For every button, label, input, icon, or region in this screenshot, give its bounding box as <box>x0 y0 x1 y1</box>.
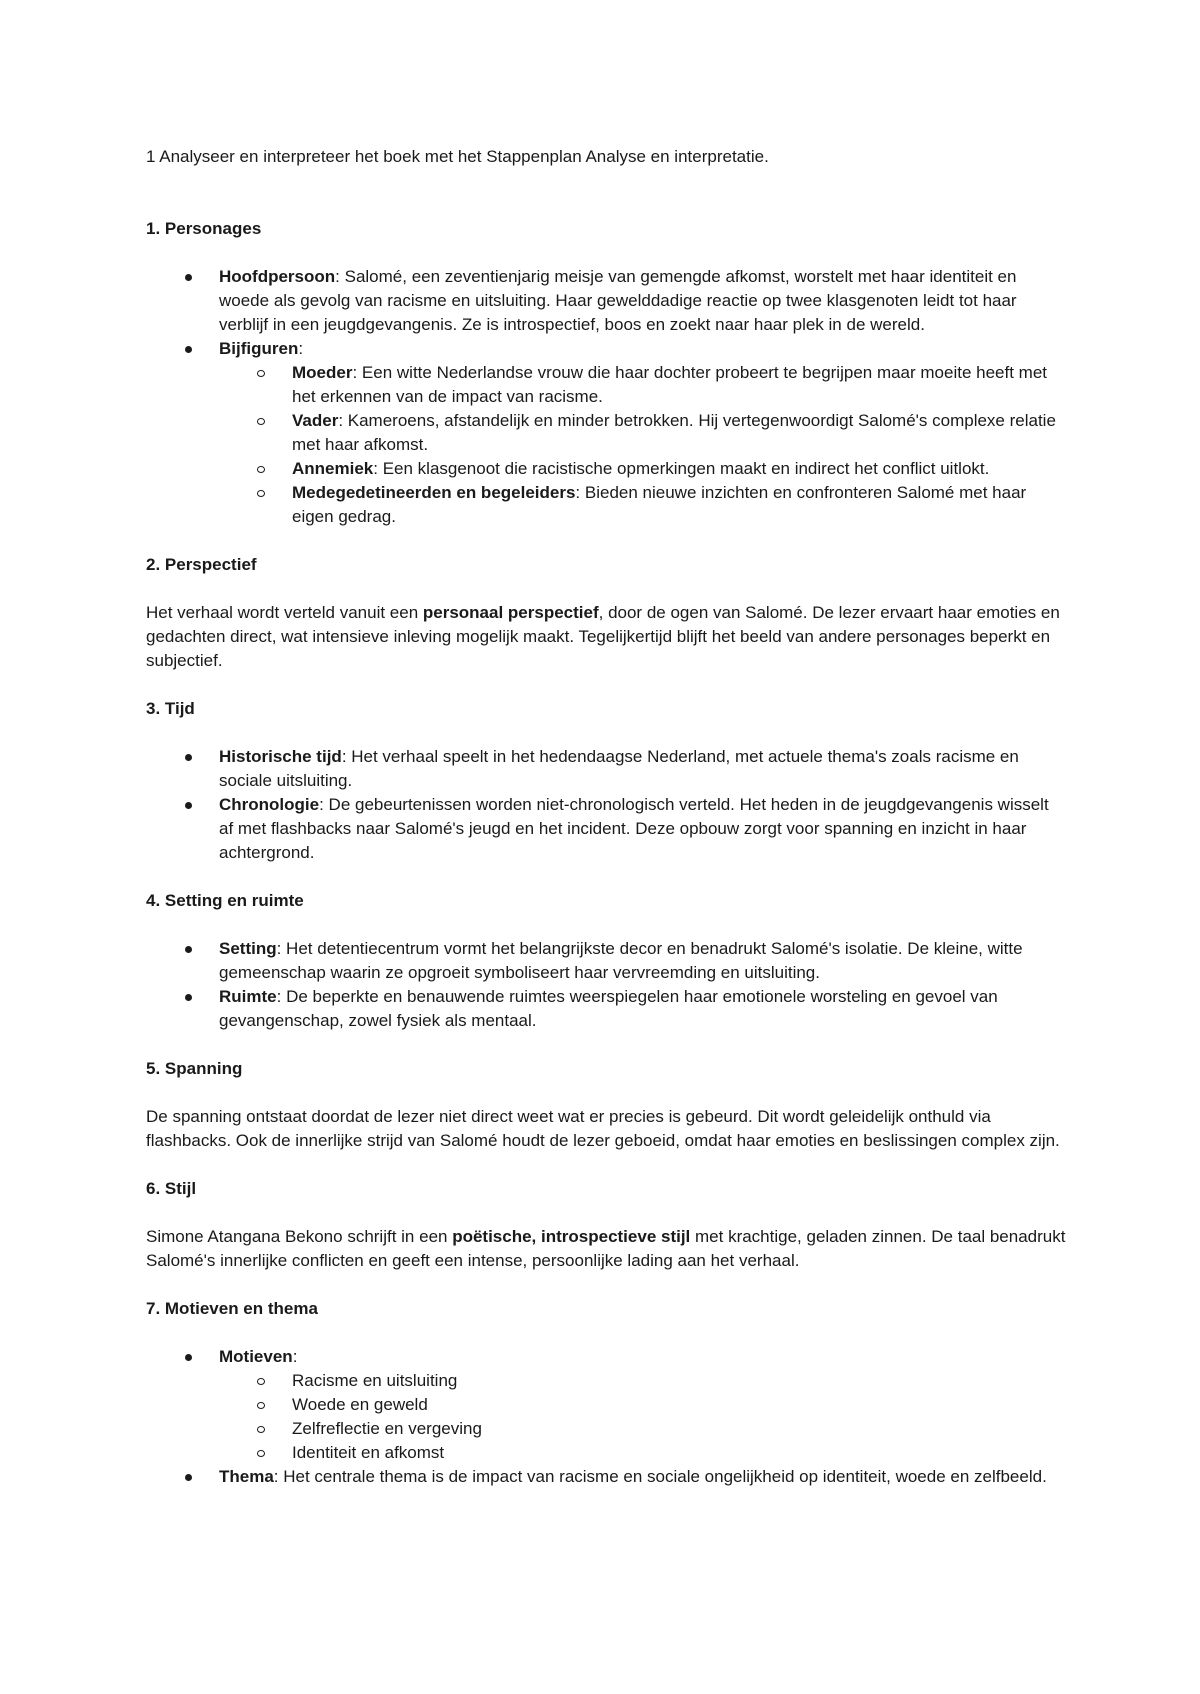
item-label: Bijfiguren <box>219 339 299 358</box>
list-item <box>146 1465 1066 1489</box>
item-text: : Kameroens, afstandelijk en minder betrokken. Hij vertegenwoordigt Salomé's complexe relatie met haar afkomst. <box>292 411 1056 454</box>
item-label: Historische tijd <box>219 747 342 766</box>
stijl-paragraph <box>146 1225 1066 1273</box>
perspectief-paragraph <box>146 601 1066 673</box>
tijd-list <box>146 745 1066 865</box>
item-text: : <box>298 339 304 358</box>
item-label: Ruimte <box>219 987 277 1006</box>
sublist-item <box>219 481 1066 529</box>
paragraph-text: Het verhaal wordt verteld vanuit een <box>146 603 423 622</box>
item-label: Thema <box>219 1467 274 1486</box>
item-label: Moeder <box>292 363 353 382</box>
sublist-item <box>219 409 1066 457</box>
spanning-paragraph: De spanning ontstaat doordat de lezer niet direct weet wat er precies is gebeurd. Dit wordt geleidelijk onthuld via flashbacks. Ook de innerlijke strijd van Salomé houdt de lezer geboeid, omdat haar emoties en beslissingen complex zijn. <box>146 1107 1060 1150</box>
paragraph-text: Simone Atangana Bekono schrijft in een <box>146 1227 453 1246</box>
list-item <box>146 265 1066 337</box>
paragraph-bold: personaal perspectief <box>422 603 599 622</box>
item-text: : Het centrale thema is de impact van racisme en sociale ongelijkheid op identiteit, woede en zelfbeeld. <box>273 1467 1047 1486</box>
item-label: Hoofdpersoon <box>219 267 336 286</box>
section-heading-stijl: 6. Stijl <box>146 1179 197 1198</box>
list-item <box>146 745 1066 793</box>
section-heading-personages: 1. Personages <box>146 219 262 238</box>
sublist-item <box>219 457 1066 481</box>
paragraph-text: met krachtige, geladen zinnen. De taal benadrukt Salomé's innerlijke conflicten en geeft een intense, persoonlijke lading aan het verhaal. <box>146 1227 1066 1270</box>
list-item <box>146 793 1066 865</box>
motieven-list <box>146 1345 1066 1489</box>
item-text: : De gebeurtenissen worden niet-chronologisch verteld. Het heden in de jeugdgevangenis wisselt af met flashbacks naar Salomé's jeugd en het incident. Deze opbouw zorgt voor spanning en inzicht in haar achtergrond. <box>219 795 1049 862</box>
item-label: Annemiek <box>292 459 374 478</box>
list-item <box>146 937 1066 985</box>
paragraph-text: , door de ogen van Salomé. De lezer ervaart haar emoties en gedachten direct, wat intensieve inleving mogelijk maakt. Tegelijkertijd blijft het beeld van andere personages beperkt en subjectief. <box>146 603 1060 670</box>
item-text: : Het verhaal speelt in het hedendaagse Nederland, met actuele thema's zoals racisme en sociale uitsluiting. <box>219 747 1019 790</box>
item-text: : Bieden nieuwe inzichten en confronteren Salomé met haar eigen gedrag. <box>292 483 1027 526</box>
item-text: : De beperkte en benauwende ruimtes weerspiegelen haar emotionele worsteling en gevoel van gevangenschap, zowel fysiek als mentaal. <box>219 987 998 1030</box>
bijfiguren-sublist <box>219 361 1066 529</box>
item-label: Chronologie <box>219 795 320 814</box>
item-label: Vader <box>292 411 339 430</box>
sublist-item: Racisme en uitsluiting <box>219 1369 1066 1393</box>
paragraph-bold: poëtische, introspectieve stijl <box>452 1227 691 1246</box>
setting-list <box>146 937 1066 1033</box>
sublist-item <box>219 361 1066 409</box>
section-heading-tijd: 3. Tijd <box>146 699 195 718</box>
item-text: : Het detentiecentrum vormt het belangrijkste decor en benadrukt Salomé's isolatie. De kleine, witte gemeenschap waarin ze opgroeit symboliseert haar vervreemding en uitsluiting. <box>219 939 1023 982</box>
item-label: Motieven <box>219 1347 293 1366</box>
item-text: : Een klasgenoot die racistische opmerkingen maakt en indirect het conflict uitlokt. <box>373 459 990 478</box>
item-text: : Salomé, een zeventienjarig meisje van gemengde afkomst, worstelt met haar identiteit en woede als gevolg van racisme en uitsluiting. Haar gewelddadige reactie op twee klasgenoten leidt tot haar verblijf in een jeugdgevangenis. Ze is introspectief, boos en zoekt naar haar plek in de wereld. <box>219 267 1017 334</box>
motieven-sublist <box>219 1369 1066 1465</box>
intro-line: 1 Analyseer en interpreteer het boek met het Stappenplan Analyse en interpretatie. <box>146 147 769 166</box>
section-heading-motieven: 7. Motieven en thema <box>146 1299 318 1318</box>
item-text: : <box>292 1347 298 1366</box>
list-item <box>146 337 1066 529</box>
sublist-item: Identiteit en afkomst <box>219 1441 1066 1465</box>
section-heading-setting: 4. Setting en ruimte <box>146 891 304 910</box>
item-text: : Een witte Nederlandse vrouw die haar dochter probeert te begrijpen maar moeite heeft met het erkennen van de impact van racisme. <box>292 363 1048 406</box>
section-heading-perspectief: 2. Perspectief <box>146 555 257 574</box>
document-body <box>146 145 1066 1513</box>
item-label: Setting <box>219 939 277 958</box>
sublist-item: Woede en geweld <box>219 1393 1066 1417</box>
list-item <box>146 1345 1066 1465</box>
sublist-item: Zelfreflectie en vergeving <box>219 1417 1066 1441</box>
item-label: Medegedetineerden en begeleiders <box>292 483 576 502</box>
list-item <box>146 985 1066 1033</box>
section-heading-spanning: 5. Spanning <box>146 1059 243 1078</box>
personages-list <box>146 265 1066 529</box>
